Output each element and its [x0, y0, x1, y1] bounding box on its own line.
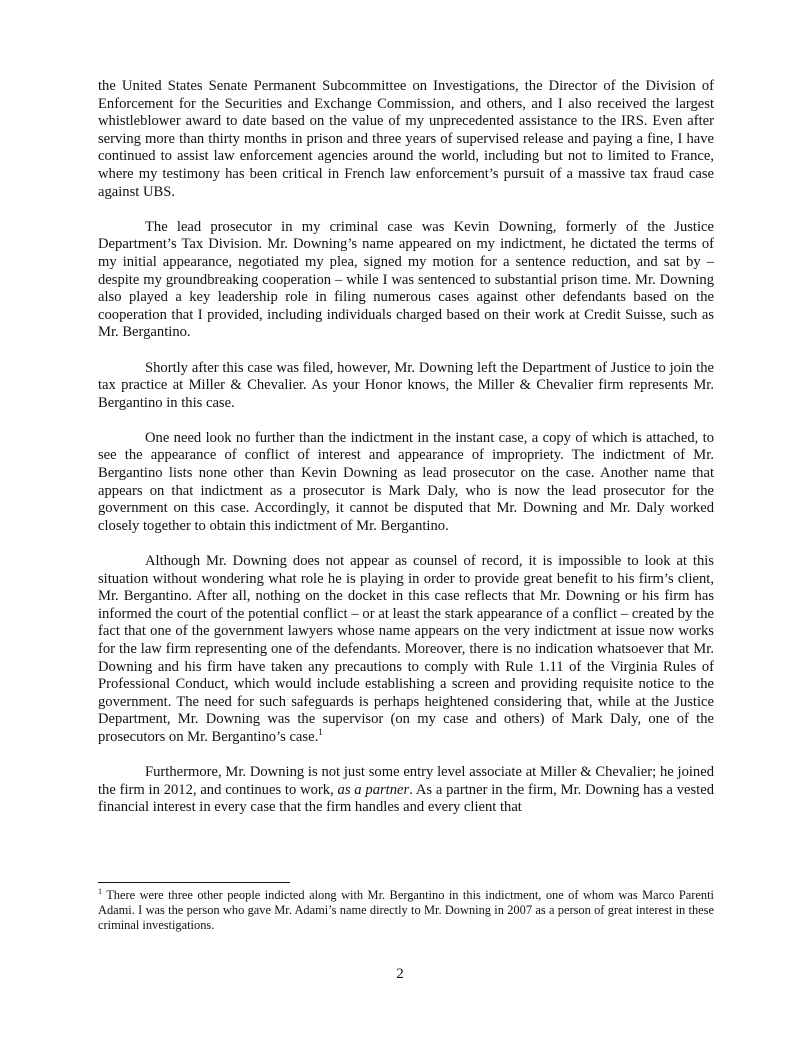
paragraph-lead-prosecutor: The lead prosecutor in my criminal case was Kevin Downing, formerly of the Justice Department’s Tax Division. Mr. Downing’s name appeared on my indictment, he dictated the terms of my initial appearance, negotiated my plea, signed my motion for a sentence reduction, and sat by – despite my groundbreaking cooperation – while I was sentenced to substantial prison time. Mr. Downing also played a key leadership role in filing numerous cases against other defendants based on the cooperation that I provided, including individuals charged based on their work at Credit Suisse, such as Mr. Bergantino. [98, 218, 714, 341]
paragraph-partner-text-before: Furthermore, Mr. Downing is not just some entry level associate at Miller & Chevalier; he joined the firm in 2012, and continues to work, [98, 764, 714, 798]
footnote-text: There were three other people indicted along with Mr. Bergantino in this indictment, one of whom was Marco Parenti Adami. I was the person who gave Mr. Adami’s name directly to Mr. Downing in 2007 as a person of great interest in these criminal investigations. [98, 888, 714, 933]
paragraph-indictment: One need look no further than the indictment in the instant case, a copy of which is attached, to see the appearance of conflict of interest and appearance of impropriety. The indictment of Mr. Bergantino lists none other than Kevin Downing as lead prosecutor on the case. Another name that appears on that indictment as a prosecutor is Mark Daly, who is now the lead prosecutor for the government on this case. Accordingly, it cannot be disputed that Mr. Downing and Mr. Daly worked closely together to obtain this indictment of Mr. Bergantino. [98, 429, 714, 534]
document-body [98, 78, 714, 817]
paragraph-partner-emphasis: as a partner [337, 781, 410, 798]
paragraph-partner [98, 764, 714, 817]
page-number: 2 [396, 966, 404, 982]
paragraph-continuation: the United States Senate Permanent Subcommittee on Investigations, the Director of the Division of Enforcement for the Securities and Exchange Commission, and others, and I also received the largest whistleblower award to date based on the value of my unprecedented assistance to the IRS. Even after serving more than thirty months in prison and three years of supervised release and paying a fine, I have continued to assist law enforcement agencies around the world, including but not to limited to France, where my testimony has been critical in French law enforcement’s pursuit of a massive tax fraud case against UBS. [98, 78, 714, 200]
paragraph-partner-text-after: . As a partner in the firm, Mr. Downing has a vested financial interest in every case that the firm handles and every client that [98, 781, 714, 816]
footnote-divider [98, 882, 290, 883]
paragraph-conflict-text: Although Mr. Downing does not appear as counsel of record, it is impossible to look at this situation without wondering what role he is playing in order to provide great benefit to his firm’s client, Mr. Bergantino. After all, nothing on the docket in this case reflects that Mr. Downing or his firm has informed the court of the potential conflict – or at least the stark appearance of a conflict – created by the fact that one of the government lawyers whose name appears on the very indictment at issue now works for the law firm representing one of the defendants. Moreover, there is no indication whatsoever that Mr. Downing and his firm have taken any precautions to comply with Rule 1.11 of the Virginia Rules of Professional Conduct, which would include establishing a screen and providing requisite notice to the government. The need for such safeguards is perhaps heightened considering that, while at the Justice Department, Mr. Downing was the supervisor (on my case and others) of Mark Daly, one of the prosecutors on Mr. Bergantino’s case. [98, 553, 714, 745]
footnote [98, 888, 714, 934]
footnote-reference: 1 [318, 727, 323, 738]
paragraph-conflict [98, 553, 714, 747]
paragraph-downing-departure: Shortly after this case was filed, however, Mr. Downing left the Department of Justice to join the tax practice at Miller & Chevalier. As your Honor knows, the Miller & Chevalier firm represents Mr. Bergantino in this case. [98, 359, 714, 411]
footnote-number: 1 [98, 886, 102, 896]
